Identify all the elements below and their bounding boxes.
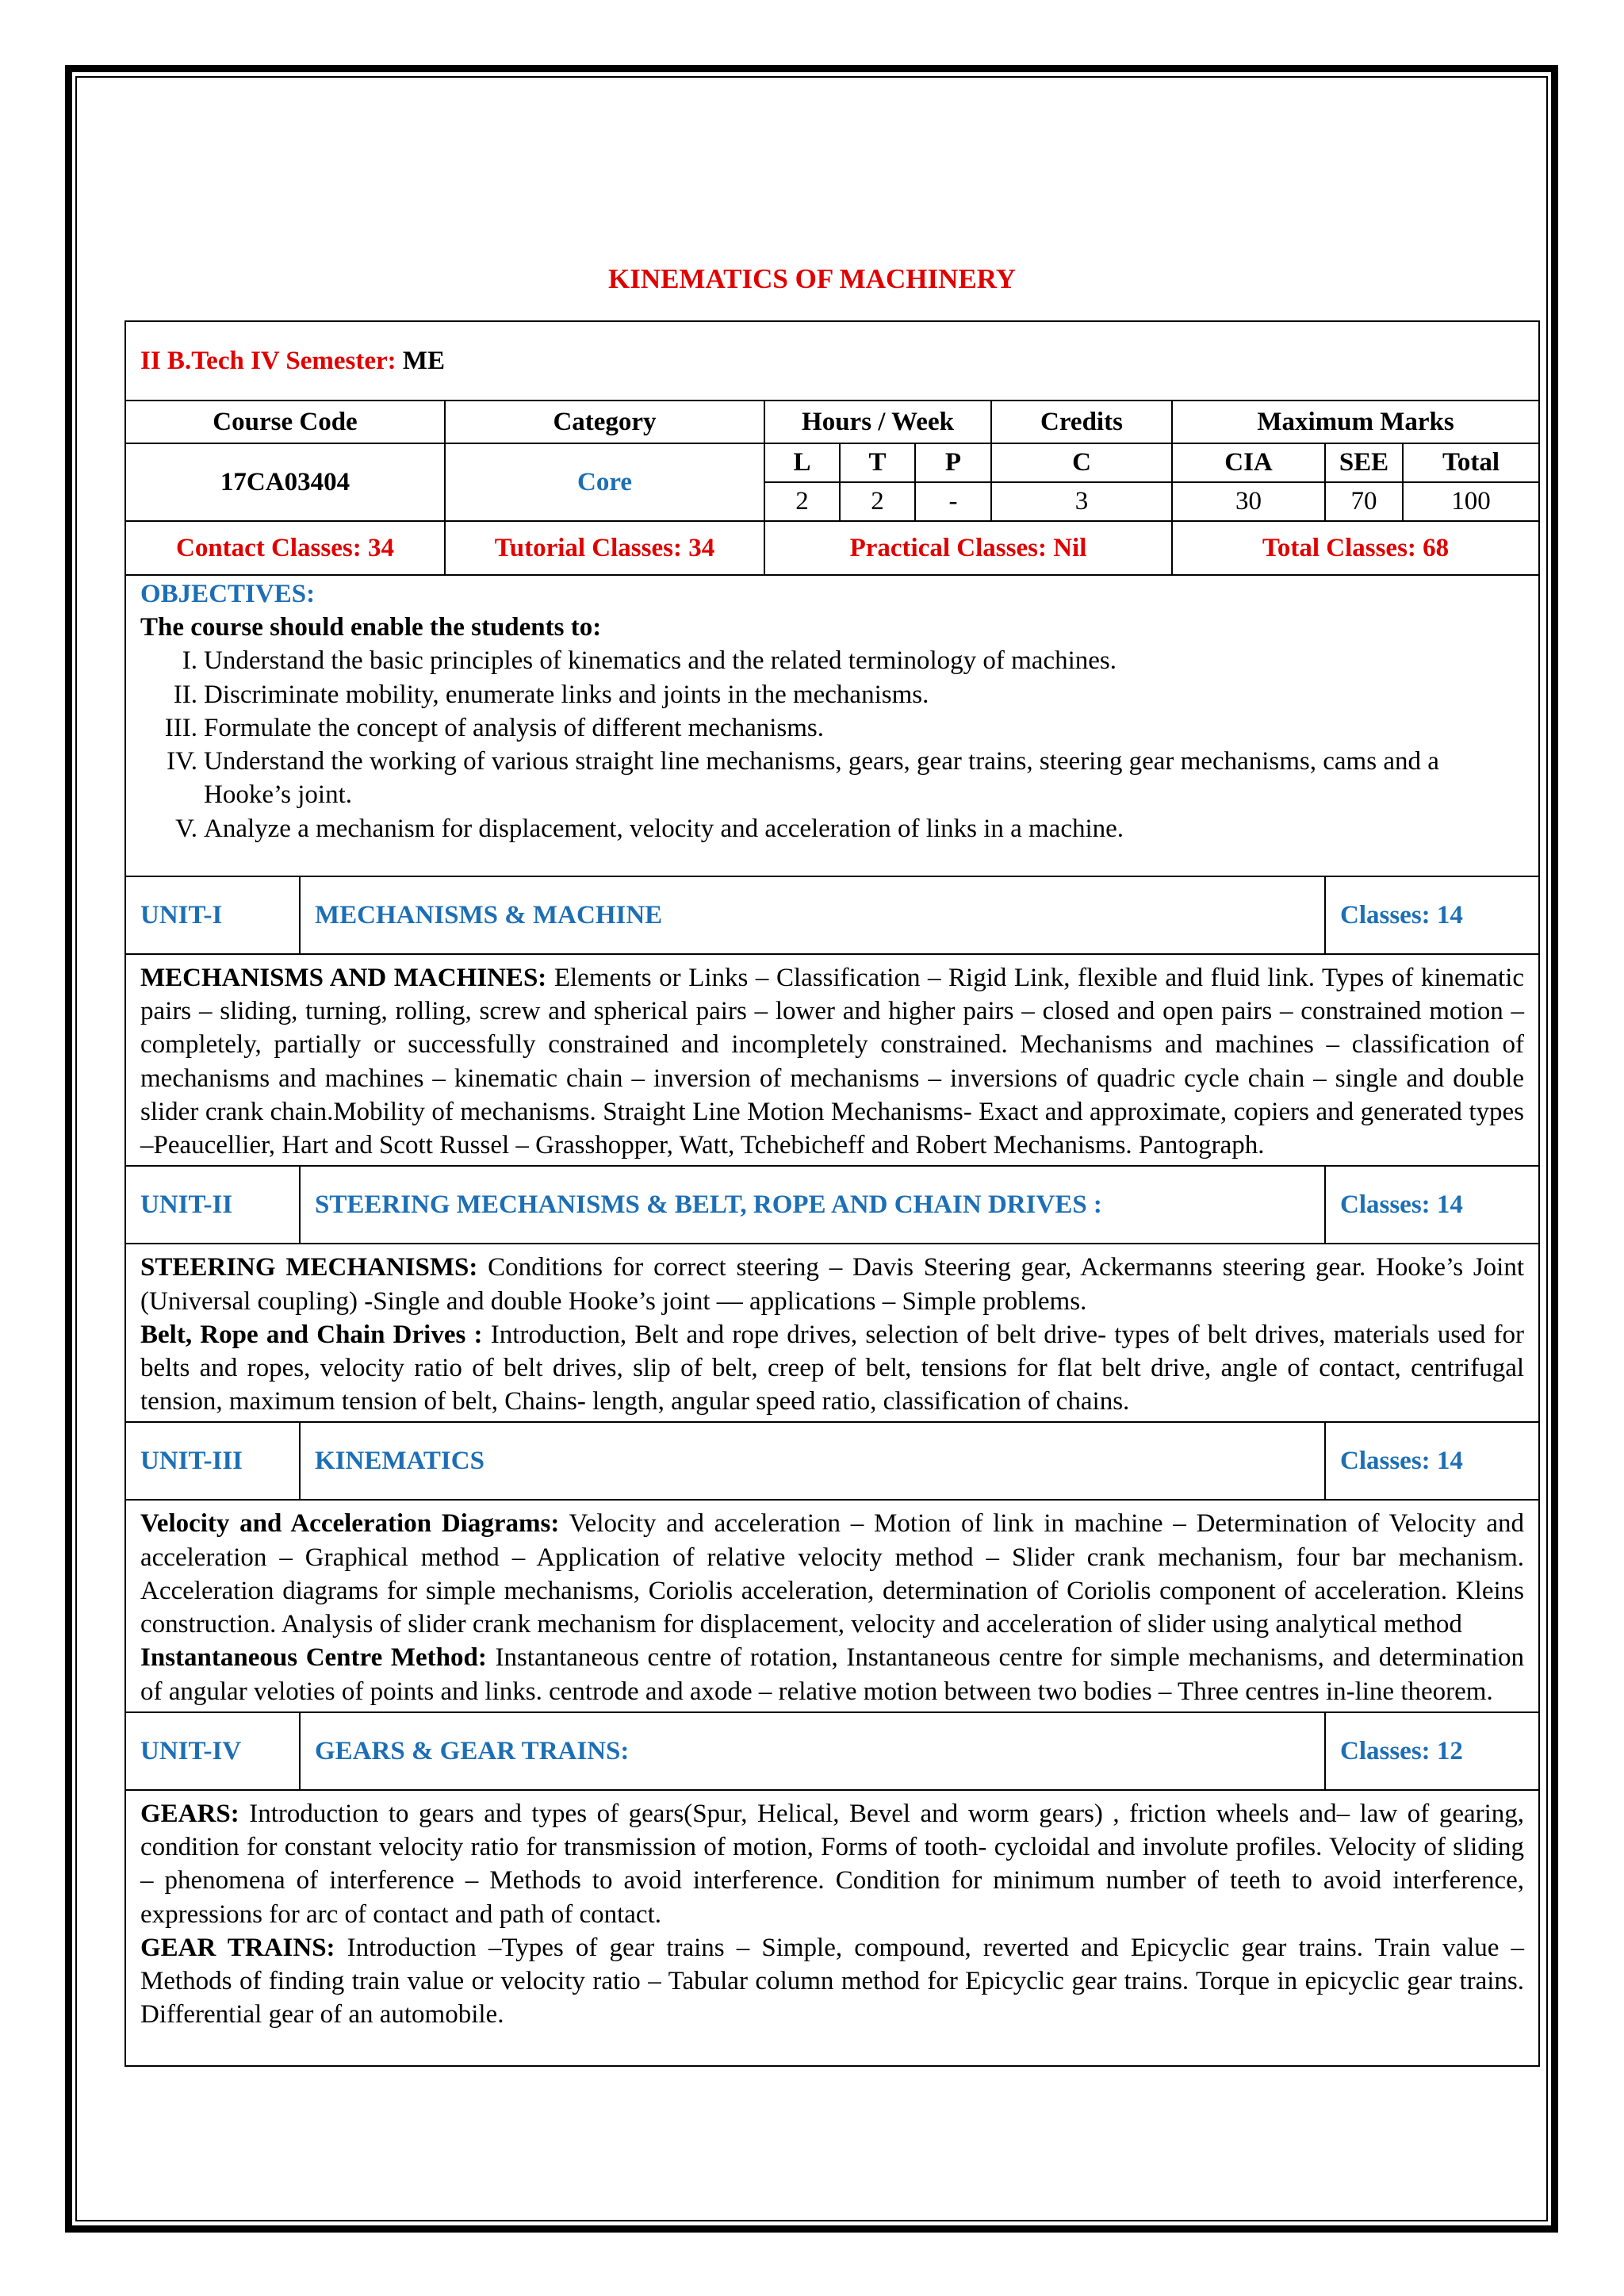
value-total: 100 xyxy=(1403,482,1539,521)
unit-2-label: UNIT-II xyxy=(125,1166,300,1244)
course-code-value: 17CA03404 xyxy=(125,443,445,521)
contact-classes: Contact Classes: 34 xyxy=(125,521,445,575)
subheader-l: L xyxy=(764,443,840,482)
header-credits: Credits xyxy=(991,401,1172,443)
unit-1-label: UNIT-I xyxy=(125,876,300,954)
subheader-cia: CIA xyxy=(1172,443,1325,482)
list-item: III. Formulate the concept of analysis of different mechanisms. xyxy=(164,713,824,742)
subheader-see: SEE xyxy=(1325,443,1403,482)
unit-4-label: UNIT-IV xyxy=(125,1712,300,1790)
header-max-marks: Maximum Marks xyxy=(1172,401,1539,443)
value-c: 3 xyxy=(991,482,1172,521)
unit-1-title: MECHANISMS & MACHINE xyxy=(300,876,1325,954)
subheader-c: C xyxy=(991,443,1172,482)
unit-3-content: Velocity and Acceleration Diagrams: Velocity and acceleration – Motion of link in machine – Determination of Velocity and acceleration – Graphical method – Application of relative velocity method – Slider crank mechanism, four bar mechanism. Acceleration diagrams for simple mechanisms, Coriolis acceleration, determination of Coriolis component of acceleration. Kleins construction. Analysis of slider crank mechanism for displacement, velocity and acceleration of slider using analytical method Instantaneous Centre Method: Instantaneous centre of rotation, Instantaneous centre for simple mechanisms, and determination of angular veloties of points and links. centrode and axode – relative motion between two bodies – Three centres in-line theorem. xyxy=(125,1500,1539,1711)
objectives-list xyxy=(140,644,1524,845)
objectives-cell xyxy=(125,575,1539,876)
value-see: 70 xyxy=(1325,482,1403,521)
practical-classes: Practical Classes: Nil xyxy=(764,521,1172,575)
list-item: V. Analyze a mechanism for displacement, velocity and acceleration of links in a machine. xyxy=(175,814,1124,843)
unit-2-title: STEERING MECHANISMS & BELT, ROPE AND CHAIN DRIVES : xyxy=(300,1166,1325,1244)
syllabus-table xyxy=(124,320,1540,2067)
list-item: IV. Understand the working of various straight line mechanisms, gears, gear trains, steering gear mechanisms, cams and a Hooke’s joint. xyxy=(167,747,1439,810)
header-course-code: Course Code xyxy=(125,401,445,443)
unit-2-content: STEERING MECHANISMS: Conditions for correct steering – Davis Steering gear, Ackermanns steering gear. Hooke’s Joint (Universal coupling) -Single and double Hooke’s joint –– applications – Simple problems. Belt, Rope and Chain Drives : Introduction, Belt and rope drives, selection of belt drive- types of belt drives, materials used for belts and ropes, velocity ratio of belt drives, slip of belt, creep of belt, tensions for flat belt drive, angle of contact, centrifugal tension, maximum tension of belt, Chains- length, angular speed ratio, classification of chains. xyxy=(125,1244,1539,1422)
subheader-t: T xyxy=(840,443,915,482)
unit-4-classes: Classes: 12 xyxy=(1325,1712,1539,1790)
unit-4-content: GEARS: Introduction to gears and types of gears(Spur, Helical, Bevel and worm gears) , friction wheels and– law of gearing, condition for constant velocity ratio for transmission of motion, Forms of tooth- cycloidal and involute profiles. Velocity of sliding – phenomena of interference – Methods to avoid interference. Condition for minimum number of teeth to avoid interference, expressions for arc of contact and path of contact. GEAR TRAINS: Introduction –Types of gear trains – Simple, compound, reverted and Epicyclic gear trains. Train value – Methods of finding train value or velocity ratio – Tabular column method for Epicyclic gear trains. Torque in epicyclic gear trains. Differential gear of an automobile. xyxy=(125,1790,1539,2066)
semester-cell xyxy=(125,321,1539,401)
header-category: Category xyxy=(445,401,764,443)
unit-3-title: KINEMATICS xyxy=(300,1422,1325,1500)
unit-4-title: GEARS & GEAR TRAINS: xyxy=(300,1712,1325,1790)
tutorial-classes: Tutorial Classes: 34 xyxy=(445,521,764,575)
value-p: - xyxy=(915,482,991,521)
unit-3-classes: Classes: 14 xyxy=(1325,1422,1539,1500)
value-t: 2 xyxy=(840,482,915,521)
list-item: II. Discriminate mobility, enumerate links and joints in the mechanisms. xyxy=(173,680,929,709)
semester-value: ME xyxy=(402,346,446,375)
header-hours-week: Hours / Week xyxy=(764,401,991,443)
unit-3-label: UNIT-III xyxy=(125,1422,300,1500)
value-cia: 30 xyxy=(1172,482,1325,521)
unit-1-content: MECHANISMS AND MACHINES: Elements or Links – Classification – Rigid Link, flexible and fluid link. Types of kinematic pairs – sliding, turning, rolling, screw and spherical pairs – lower and higher pairs – closed and open pairs – constrained motion – completely, partially or successfully constrained and incompletely constrained. Mechanisms and machines – classification of mechanisms and machines – kinematic chain – inversion of mechanisms – inversions of quadric cycle chain – single and double slider crank chain.Mobility of mechanisms. Straight Line Motion Mechanisms- Exact and approximate, copiers and generated types –Peaucellier, Hart and Scott Russel – Grasshopper, Watt, Tchebicheff and Robert Mechanisms. Pantograph. xyxy=(125,954,1539,1166)
total-classes: Total Classes: 68 xyxy=(1172,521,1539,575)
semester-label: II B.Tech IV Semester: xyxy=(140,346,396,375)
unit-2-classes: Classes: 14 xyxy=(1325,1166,1539,1244)
subheader-total: Total xyxy=(1403,443,1539,482)
subheader-p: P xyxy=(915,443,991,482)
page-title: KINEMATICS OF MACHINERY xyxy=(607,263,1017,294)
objectives-intro: The course should enable the students to: xyxy=(140,613,602,642)
list-item: I. Understand the basic principles of kinematics and the related terminology of machines. xyxy=(182,646,1116,676)
unit-1-classes: Classes: 14 xyxy=(1325,876,1539,954)
category-value: Core xyxy=(445,443,764,521)
objectives-heading: OBJECTIVES: xyxy=(140,580,316,608)
value-l: 2 xyxy=(764,482,840,521)
